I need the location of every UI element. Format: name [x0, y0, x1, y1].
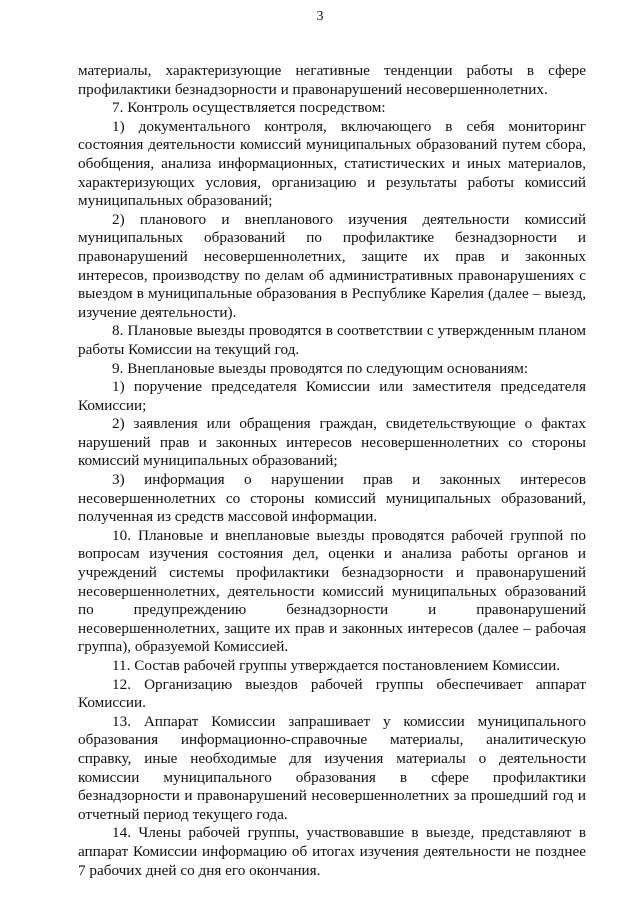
- paragraph-item-9-2: 2) заявления или обращения граждан, свидетельствующие о фактах нарушений прав и законных интересов несовершеннолетних со стороны комиссий муниципальных образований;: [78, 415, 586, 470]
- page-number: 3: [316, 9, 324, 24]
- paragraph-item-14: 14. Члены рабочей группы, участвовавшие в выезде, представляют в аппарат Комиссии информацию об итогах изучения деятельности не позднее 7 рабочих дней со дня его окончания.: [78, 824, 586, 879]
- paragraph-item-12: 12. Организацию выездов рабочей группы обеспечивает аппарат Комиссии.: [78, 675, 586, 712]
- paragraph-item-7: 7. Контроль осуществляется посредством:: [112, 99, 386, 117]
- document-body: [78, 62, 586, 880]
- paragraph-item-8: 8. Плановые выезды проводятся в соответствии с утвержденным планом работы Комиссии на текущий год.: [78, 322, 586, 358]
- paragraph-item-9-1: 1) поручение председателя Комиссии или заместителя председателя Комиссии;: [78, 378, 586, 414]
- paragraph-item-7-1: 1) документального контроля, включающего в себя мониторинг состояния деятельности комиссий муниципальных образований путем сбора, обобщения, анализа информационных, статистических и иных материалов, характеризующих условия, организацию и результаты работы комиссий муниципальных образований;: [78, 117, 586, 210]
- paragraph-item-11: 11. Состав рабочей группы утверждается постановлением Комиссии.: [112, 657, 561, 674]
- paragraph-item-10: 10. Плановые и внеплановые выезды проводятся рабочей группой по вопросам изучения состояния дел, оценки и анализа работы органов и учреждений системы профилактики безнадзорности и правонарушений несовершеннолетних, деятельности комиссий муниципальных образований по предупреждению безнадзорности и правонарушений несовершеннолетних, защите их прав и законных интересов (далее – рабочая группа), образуемой Комиссией.: [78, 526, 586, 656]
- paragraph-item-9-3: 3) информация о нарушении прав и законных интересов несовершеннолетних со стороны комиссий муниципальных образований, полученная из средств массовой информации.: [78, 471, 586, 526]
- paragraph-item-7-2: 2) планового и внепланового изучения деятельности комиссий муниципальных образований по профилактике безнадзорности и правонарушений несовершеннолетних, защите их прав и законных интересов, производству по делам об административных правонарушениях с выездом в муниципальные образования в Республике Карелия (далее – выезд, изучение деятельности).: [78, 210, 586, 321]
- paragraph-item-9: 9. Внеплановые выезды проводятся по следующим основаниям:: [112, 359, 529, 377]
- paragraph-item-13: 13. Аппарат Комиссии запрашивает у комиссии муниципального образования информационно-справочные материалы, аналитическую справку, иные необходимые для изучения материалы о деятельности комиссии муниципального образования в сфере профилактики безнадзорности и правонарушений несовершеннолетних за прошедший год и отчетный период текущего года.: [78, 712, 586, 823]
- paragraph-continuation: материалы, характеризующие негативные тенденции работы в сфере профилактики безнадзорности и правонарушений несовершеннолетних.: [78, 62, 586, 98]
